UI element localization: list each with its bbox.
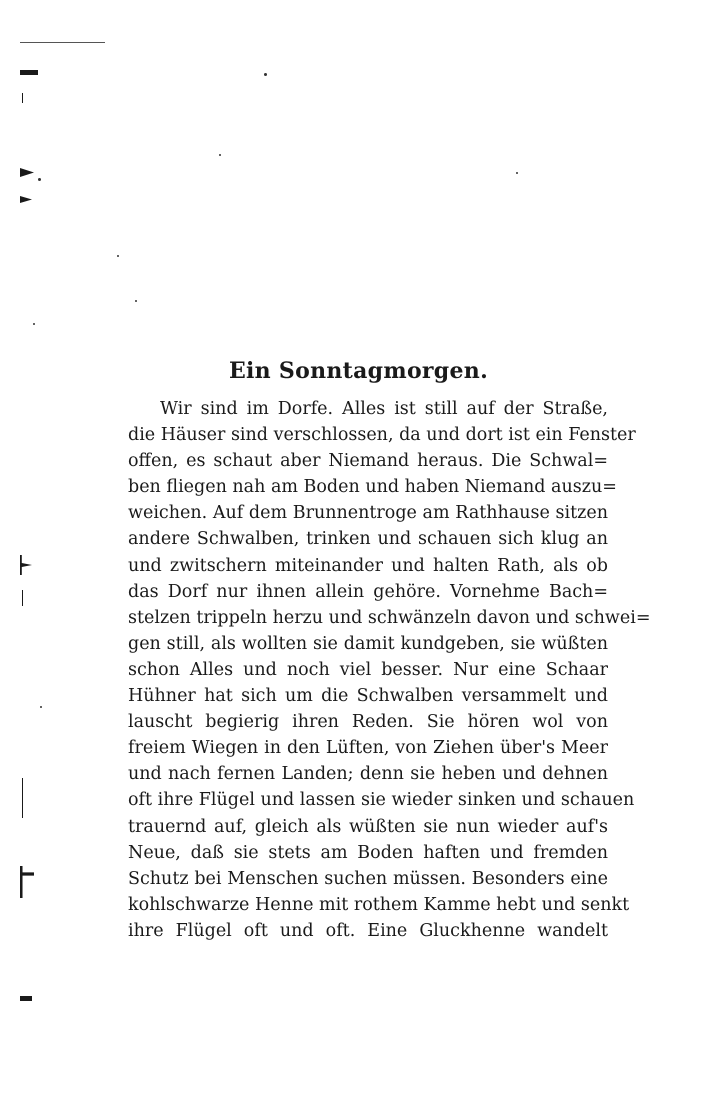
text-line: Neue, daß sie stets am Boden haften und fremden — [128, 842, 608, 863]
scan-artifact-mark — [20, 996, 32, 1001]
scan-artifact-mark — [20, 168, 34, 177]
text-line: das Dorf nur ihnen allein gehöre. Vornehme Bach= — [128, 581, 608, 602]
page-title: Ein Sonntagmorgen. — [228, 357, 489, 384]
text-line: andere Schwalben, trinken und schauen sich klug an — [128, 529, 608, 550]
text-line: offen, es schaut aber Niemand heraus. Die Schwal= — [128, 451, 608, 472]
text-line: ben fliegen nah am Boden und haben Niemand auszu= — [128, 477, 617, 498]
scan-artifact-mark — [22, 778, 23, 818]
text-line: kohlschwarze Henne mit rothem Kamme hebt und senkt — [128, 894, 630, 915]
text-line: trauernd auf, gleich als wüßten sie nun wieder auf's — [128, 816, 608, 837]
scan-artifact-dot — [117, 255, 119, 257]
text-line: Wir sind im Dorfe. Alles ist still auf der Straße, — [160, 399, 608, 419]
text-line: Hühner hat sich um die Schwalben versammelt und — [128, 686, 608, 707]
scan-artifact-dot — [38, 178, 41, 181]
body-paragraph — [128, 396, 651, 944]
text-line: freiem Wiegen in den Lüften, von Ziehen über's Meer — [128, 738, 608, 759]
scan-artifact-dot — [516, 172, 518, 174]
text-line: gen still, als wollten sie damit kundgeben, sie wüßten — [128, 633, 608, 654]
scan-artifact-mark — [22, 93, 23, 103]
text-line: und zwitschern miteinander und halten Rath, als ob — [128, 555, 608, 576]
text-line: Schutz bei Menschen suchen müssen. Besonders eine — [128, 868, 608, 889]
text-line: die Häuser sind verschlossen, da und dort ist ein Fenster — [128, 425, 636, 446]
scan-artifact-dot — [33, 323, 35, 325]
scan-artifact-dot — [264, 73, 267, 76]
scan-artifact-mark — [20, 196, 32, 203]
scan-artifact-top-line — [20, 42, 105, 43]
scan-artifact-mark — [22, 590, 23, 606]
scan-artifact-dot — [135, 300, 137, 302]
text-line: stelzen trippeln herzu und schwänzeln davon und schwei= — [128, 607, 651, 628]
text-line: und nach fernen Landen; denn sie heben und dehnen — [128, 764, 608, 785]
text-line: weichen. Auf dem Brunnentroge am Rathhause sitzen — [128, 503, 608, 524]
scan-artifact-mark — [20, 866, 34, 898]
scan-artifact-dot — [40, 706, 42, 708]
scan-artifact-mark — [20, 555, 32, 575]
text-line: oft ihre Flügel und lassen sie wieder sinken und schauen — [128, 790, 635, 811]
scan-artifact-dot — [219, 154, 221, 156]
scan-artifact-mark — [20, 70, 38, 75]
text-line: lauscht begierig ihren Reden. Sie hören wol von — [128, 712, 608, 733]
text-line: schon Alles und noch viel besser. Nur eine Schaar — [128, 659, 608, 680]
text-line: ihre Flügel oft und oft. Eine Gluckhenne wandelt — [128, 920, 608, 941]
